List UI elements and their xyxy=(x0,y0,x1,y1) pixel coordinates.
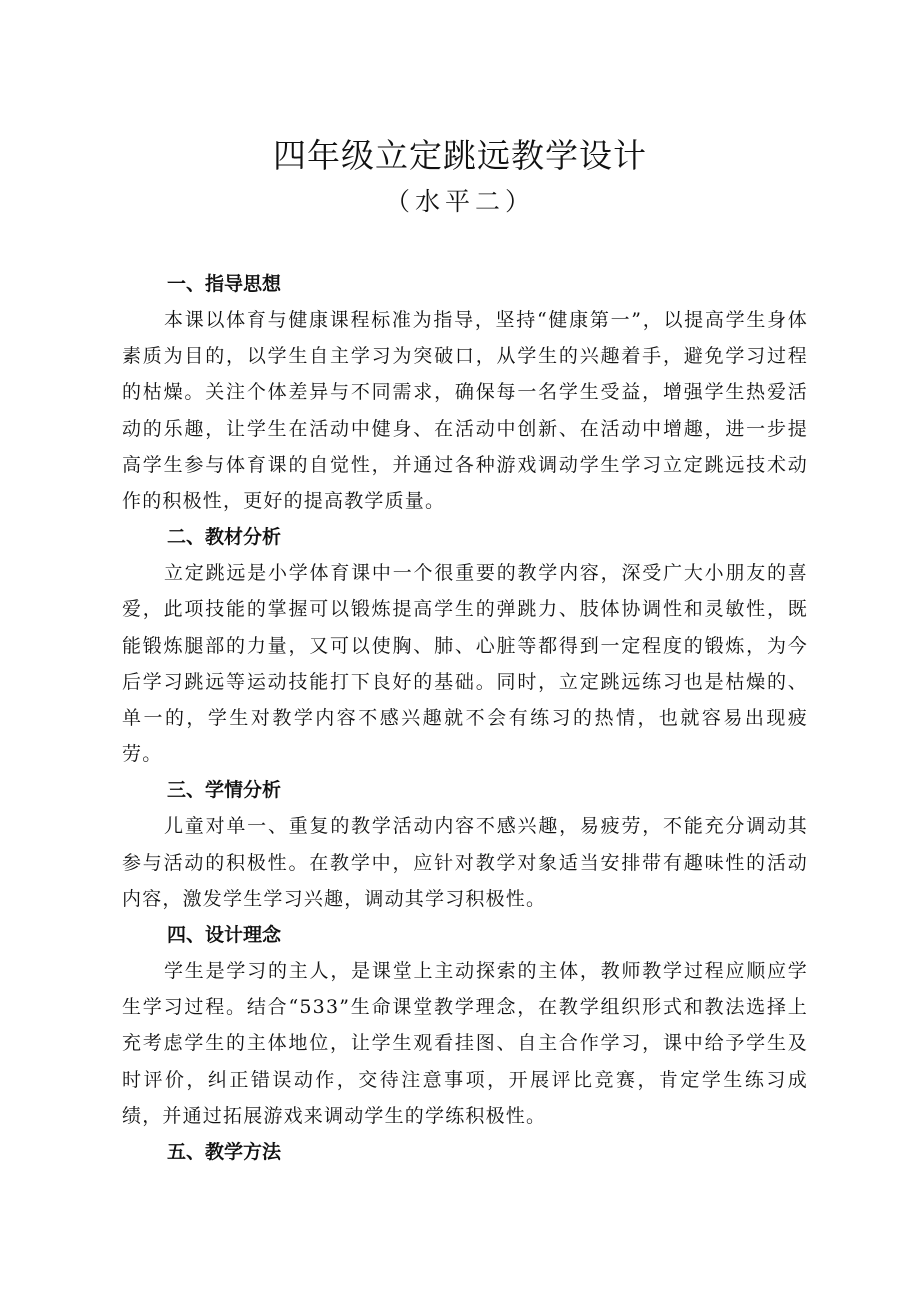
section-heading: 五、教学方法 xyxy=(167,1141,282,1164)
document-subtitle: （水平二） xyxy=(384,187,535,216)
section-material-analysis xyxy=(122,519,808,772)
section-heading: 三、学情分析 xyxy=(167,779,282,802)
section-teaching-methods xyxy=(122,1134,808,1170)
section-heading: 二、教材分析 xyxy=(167,526,282,549)
section-paragraph: 学生是学习的主人，是课堂上主动探索的主体，教师教学过程应顺应学生学习过程。结合“533”生命课堂教学理念，在教学组织形式和教法选择上充考虑学生的主体地位，让学生观看挂图、自主合作学习，课中给予学生及时评价，纠正错误动作，交待注意事项，开展评比竞赛，肯定学生练习成绩，并通过拓展游戏来调动学生的学练积极性。 xyxy=(122,960,808,1127)
section-paragraph: 儿童对单一、重复的教学活动内容不感兴趣，易疲劳，不能充分调动其参与活动的积极性。在教学中，应针对教学对象适当安排带有趣味性的活动内容，激发学生学习兴趣，调动其学习积极性。 xyxy=(122,815,808,910)
section-student-analysis xyxy=(122,772,808,917)
section-heading: 一、指导思想 xyxy=(167,273,282,295)
section-paragraph: 本课以体育与健康课程标准为指导，坚持“健康第一”，以提高学生身体素质为目的，以学生自主学习为突破口，从学生的兴趣着手，避免学习过程的枯燥。关注个体差异与不同需求，确保每一名学生受益，增强学生热爱活动的乐趣，让学生在活动中健身、在活动中创新、在活动中增趣，进一步提高学生参与体育课的自觉性，并通过各种游戏调动学生学习立定跳远技术动作的积极性，更好的提高教学质量。 xyxy=(122,309,808,513)
section-guiding-ideology xyxy=(122,266,808,519)
document-title: 四年级立定跳远教学设计 xyxy=(273,136,647,175)
section-design-concept xyxy=(122,917,808,1134)
section-heading: 四、设计理念 xyxy=(167,924,282,947)
document-body xyxy=(122,266,808,1170)
section-paragraph: 立定跳远是小学体育课中一个很重要的教学内容，深受广大小朋友的喜爱，此项技能的掌握可以锻炼提高学生的弹跳力、肢体协调性和灵敏性，既能锻炼腿部的力量，又可以使胸、肺、心脏等都得到一定程度的锻炼，为今后学习跳远等运动技能打下良好的基础。同时，立定跳远练习也是枯燥的、单一的，学生对教学内容不感兴趣就不会有练习的热情，也就容易出现疲劳。 xyxy=(122,562,808,766)
